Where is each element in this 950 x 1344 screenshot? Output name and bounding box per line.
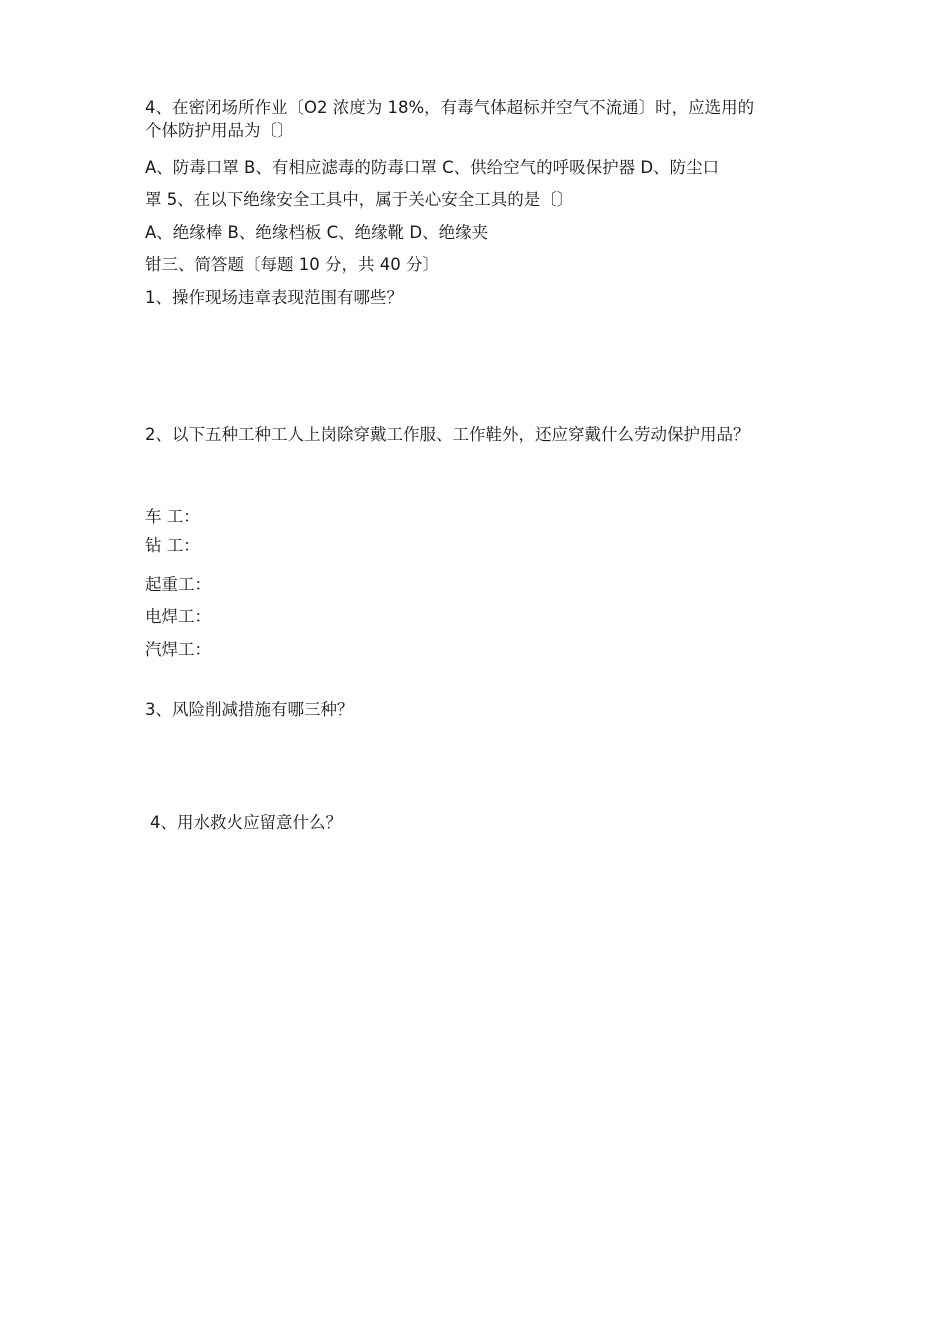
job-driller: 钻 工： (145, 536, 200, 555)
short-answer-1: 1、操作现场违章表现范围有哪些？ (145, 288, 403, 307)
job-gas-welder: 汽焊工： (145, 640, 211, 659)
job-electric-welder: 电焊工： (145, 607, 211, 626)
section-3-heading: 钳三、简答题〔每题 10 分，共 40 分〕 (145, 255, 439, 274)
short-answer-3: 3、风险削减措施有哪三种？ (145, 700, 354, 719)
job-lathe-worker: 车 工： (145, 507, 200, 526)
question-5-options: A、绝缘棒 B、绝缘档板 C、绝缘靴 D、绝缘夹 (145, 223, 489, 242)
short-answer-2: 2、以下五种工种工人上岗除穿戴工作服、工作鞋外，还应穿戴什么劳动保护用品？ (145, 425, 750, 444)
short-answer-4: 4、用水救火应留意什么？ (150, 813, 342, 832)
question-5-text: 罩 5、在以下绝缘安全工具中，属于关心安全工具的是〔〕 (145, 190, 574, 209)
job-crane-operator: 起重工： (145, 575, 211, 594)
question-4-options: A、防毒口罩 B、有相应滤毒的防毒口罩 C、供给空气的呼吸保护器 D、防尘口 (145, 158, 720, 177)
question-4-line-1: 4、在密闭场所作业〔O2 浓度为 18%，有毒气体超标并空气不流通〕时，应选用的 (145, 98, 755, 117)
question-4-line-2: 个体防护用品为〔〕 (145, 121, 294, 140)
